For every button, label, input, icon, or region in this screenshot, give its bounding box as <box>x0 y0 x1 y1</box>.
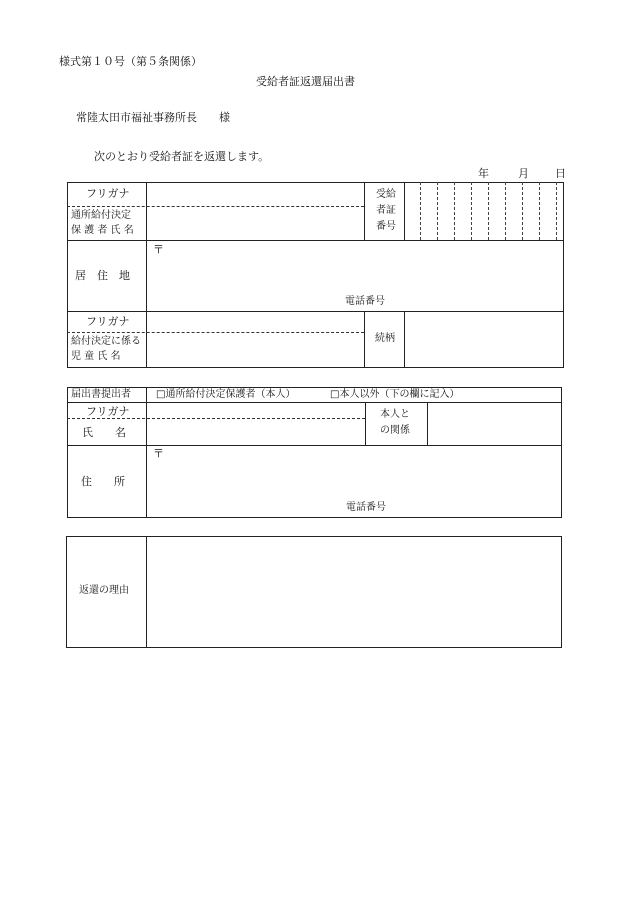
submitter-name-field[interactable] <box>147 420 364 444</box>
child-label-line2: 児 童 氏 名 <box>71 351 121 362</box>
relationship-label-line2: の関係 <box>380 425 410 436</box>
submitter-furigana-field[interactable] <box>147 403 364 417</box>
child-label-line1: 給付決定に係る <box>71 336 141 347</box>
relationship-field[interactable] <box>428 403 561 444</box>
submitter-postal-mark: 〒 <box>153 447 164 460</box>
guardian-furigana-field[interactable] <box>147 183 363 205</box>
furigana-label: フリガナ <box>86 187 130 200</box>
postal-mark: 〒 <box>153 243 164 256</box>
certificate-number-field[interactable] <box>405 183 563 239</box>
phone-label: 電話番号 <box>345 296 385 307</box>
guardian-name-field[interactable] <box>147 208 363 239</box>
form-number: 様式第１０号（第５条関係） <box>59 55 202 68</box>
guardian-label-line2: 保 護 者 氏 名 <box>71 225 134 236</box>
reason-field[interactable] <box>147 537 561 647</box>
date-year: 年 <box>478 167 489 180</box>
submitter-name-label: 氏 名 <box>82 426 126 439</box>
submitter-address-label: 住 所 <box>81 475 125 488</box>
option-other-checkbox[interactable]: □本人以外（下の欄に記入） <box>330 389 460 400</box>
cert-label-line2: 者証 <box>376 205 396 216</box>
cert-label-line3: 番号 <box>376 221 396 232</box>
submitter-phone-label: 電話番号 <box>346 502 386 513</box>
reason-label: 返還の理由 <box>79 585 129 596</box>
form-title: 受給者証返還届出書 <box>256 75 355 88</box>
child-furigana-field[interactable] <box>147 312 363 331</box>
residence-label: 居 住 地 <box>75 269 130 282</box>
child-furigana-label: フリガナ <box>86 315 130 328</box>
submitter-label: 届出書提出者 <box>71 389 131 400</box>
intro-text: 次のとおり受給者証を返還します。 <box>94 150 270 163</box>
option-guardian-checkbox[interactable]: □通所給付決定保護者（本人） <box>156 389 296 400</box>
relation-field[interactable] <box>405 312 563 367</box>
relation-label: 続柄 <box>375 333 395 344</box>
guardian-label-line1: 通所給付決定 <box>71 210 131 221</box>
addressee: 常陸太田市福祉事務所長 様 <box>76 111 230 124</box>
child-name-field[interactable] <box>147 334 363 367</box>
submitter-furigana-label: フリガナ <box>86 405 130 418</box>
date-day: 日 <box>555 167 566 180</box>
relationship-label-line1: 本人と <box>380 409 410 420</box>
cert-label-line1: 受給 <box>376 189 396 200</box>
date-month: 月 <box>518 167 529 180</box>
